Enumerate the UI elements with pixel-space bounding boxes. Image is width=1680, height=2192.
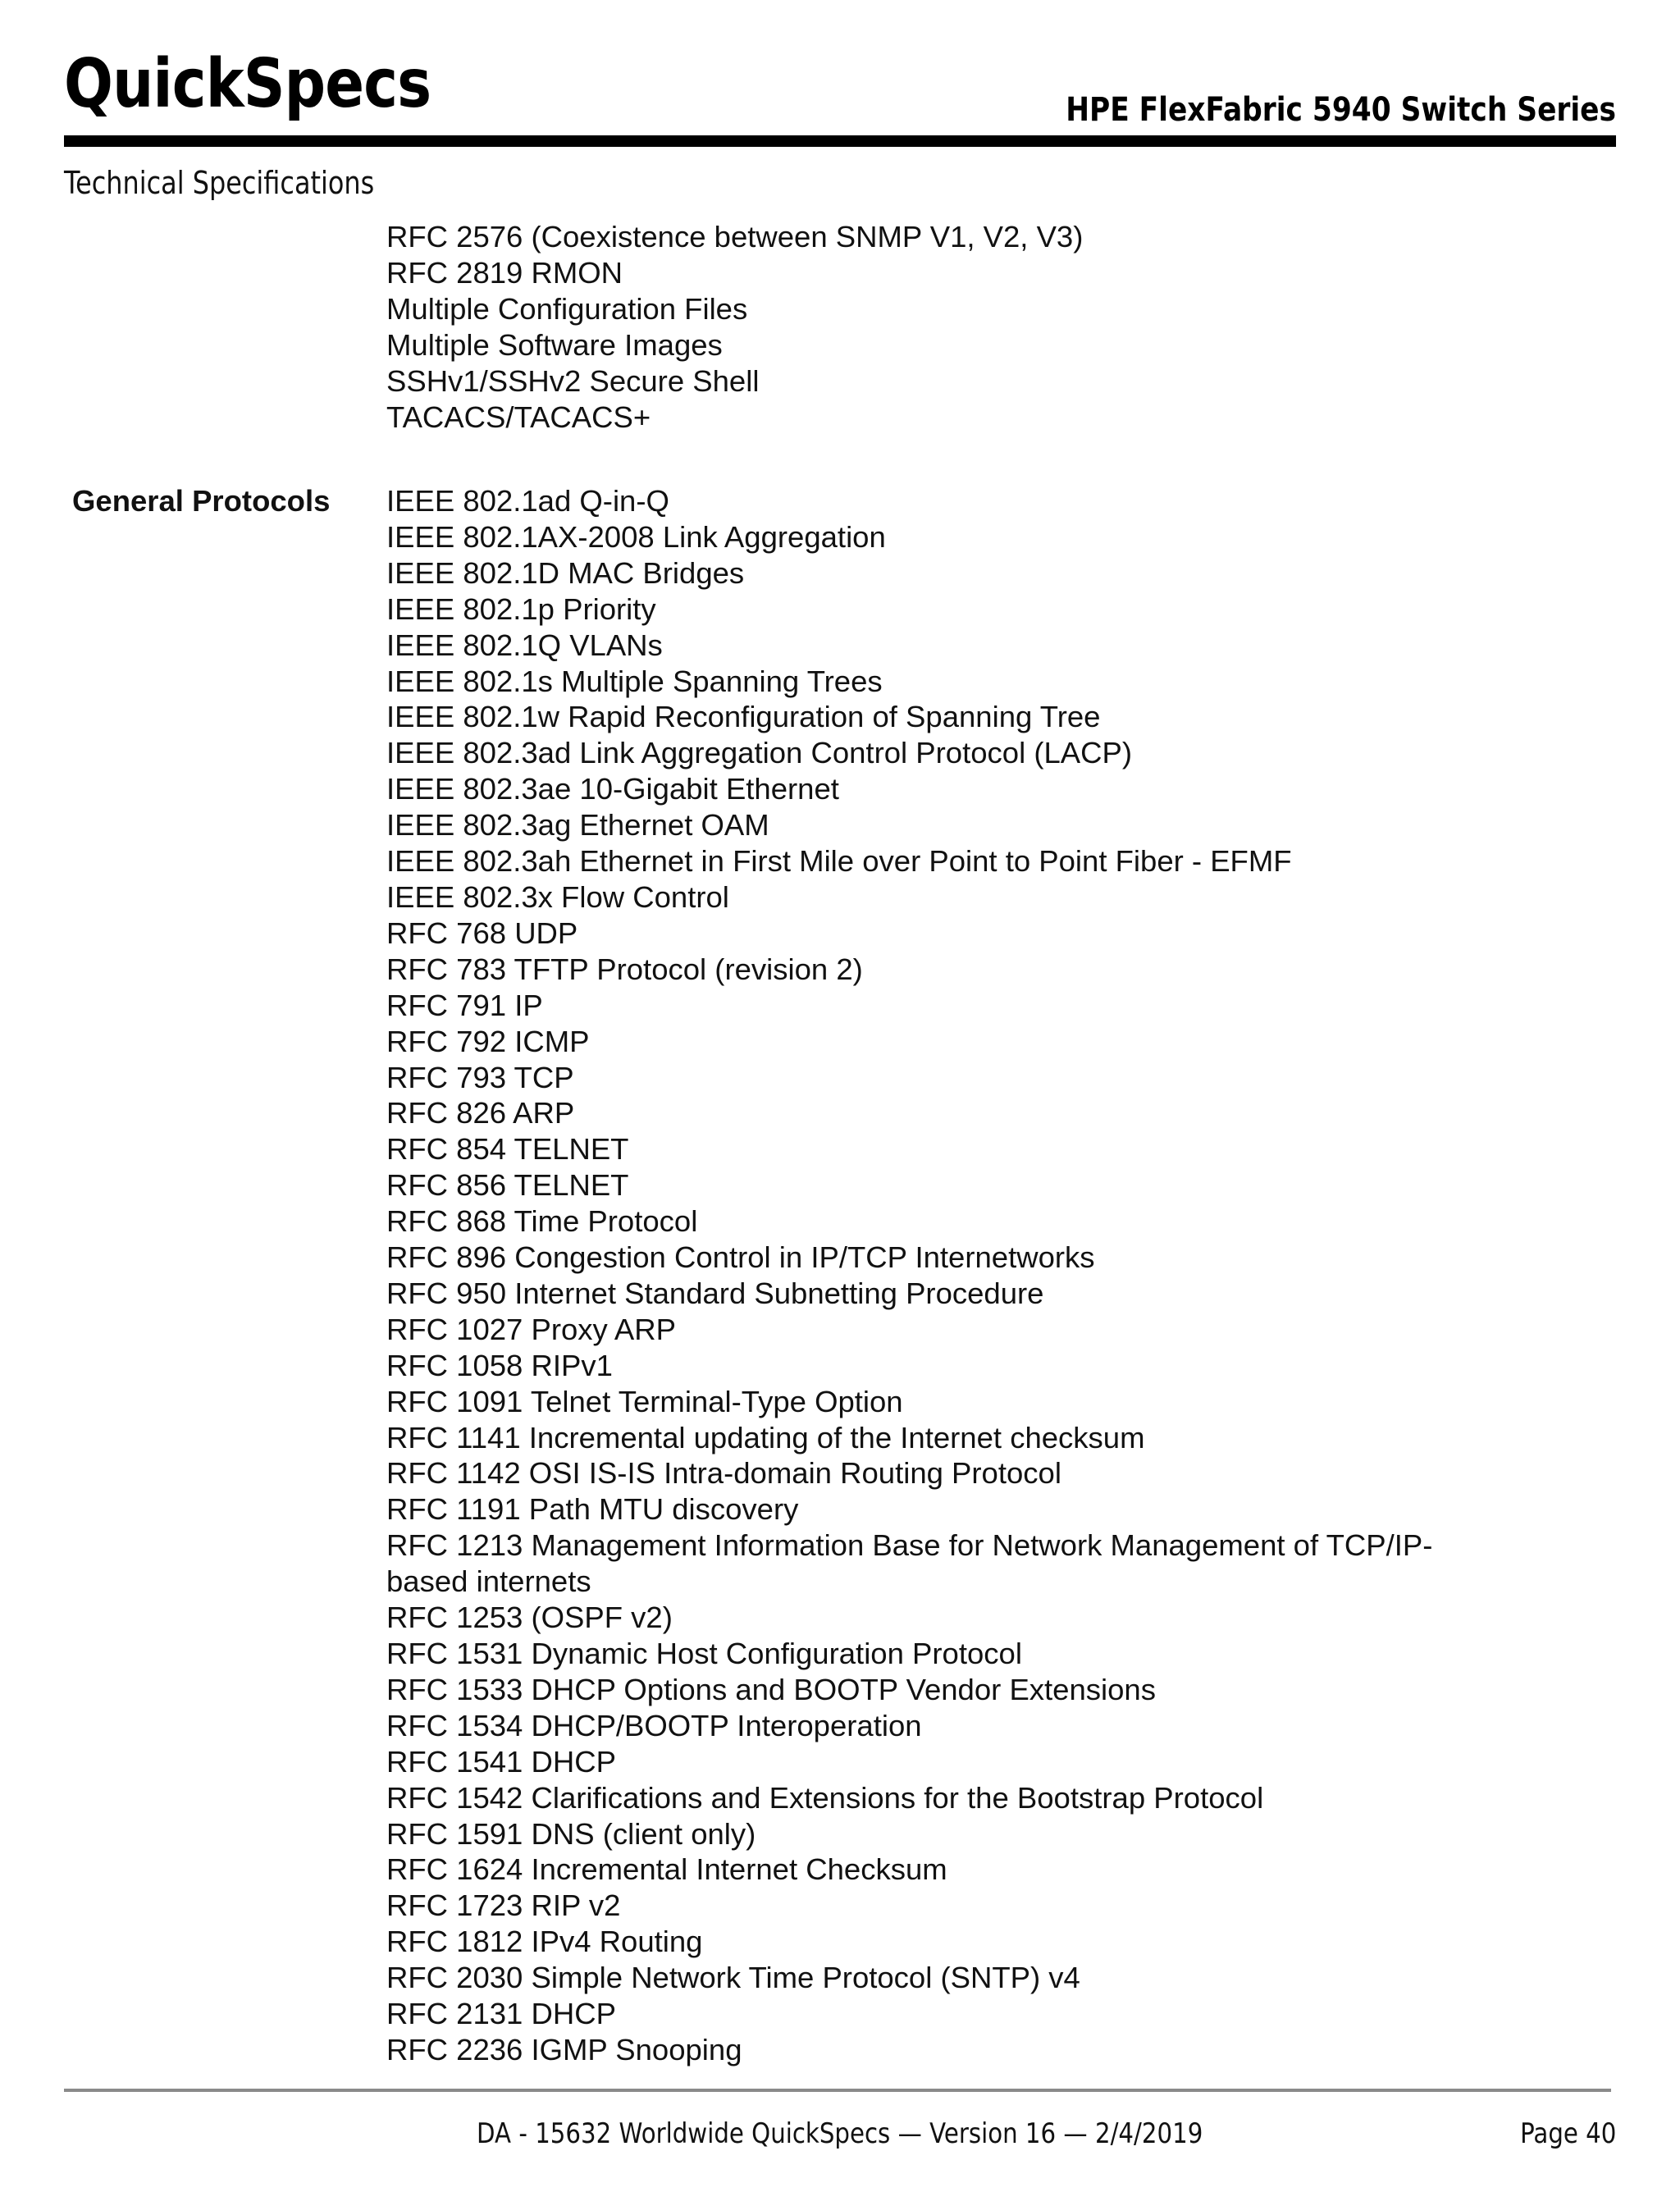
protocol-list-item: RFC 1542 Clarifications and Extensions for the Bootstrap Protocol: [386, 1780, 1264, 1815]
protocol-list-item: RFC 1027 Proxy ARP: [386, 1312, 676, 1346]
protocol-list-item: RFC 1591 DNS (client only): [386, 1816, 756, 1851]
protocol-list-item: RFC 1213 Management Information Base for Network Management of TCP/IP-: [386, 1528, 1433, 1563]
protocol-list-item: RFC 826 ARP: [386, 1096, 575, 1130]
header-divider: [64, 135, 1616, 147]
protocol-list-item: RFC 793 TCP: [386, 1060, 574, 1094]
protocol-list-item: IEEE 802.1AX-2008 Link Aggregation: [386, 519, 886, 554]
protocol-list-item: IEEE 802.1w Rapid Reconfiguration of Spanning Tree: [386, 700, 1101, 734]
protocol-list-item: IEEE 802.3ah Ethernet in First Mile over Point to Point Fiber - EFMF: [386, 844, 1292, 879]
protocol-list-item: RFC 1624 Incremental Internet Checksum: [386, 1852, 947, 1887]
protocol-list-item: RFC 1253 (OSPF v2): [386, 1601, 673, 1635]
protocol-list-item: RFC 1723 RIP v2: [386, 1888, 621, 1923]
spec-list-item: SSHv1/SSHv2 Secure Shell: [386, 363, 760, 398]
protocol-list-item: RFC 1812 IPv4 Routing: [386, 1925, 703, 1959]
protocol-list-item: IEEE 802.3x Flow Control: [386, 879, 729, 914]
protocol-list-item: RFC 1191 Path MTU discovery: [386, 1492, 799, 1527]
protocol-list-item: RFC 1531 Dynamic Host Configuration Protocol: [386, 1637, 1022, 1670]
protocol-list-item: RFC 2131 DHCP: [386, 1997, 616, 2031]
spec-list-item: Multiple Software Images: [386, 327, 723, 362]
footer-doc-info: [0, 2117, 1680, 2150]
protocol-list-item: RFC 950 Internet Standard Subnetting Procedure: [386, 1276, 1044, 1310]
footer-page-number: Page 40: [1519, 2117, 1616, 2150]
protocol-list-item: RFC 1141 Incremental updating of the Internet checksum: [386, 1420, 1145, 1454]
spec-list-item: Multiple Configuration Files: [386, 291, 748, 326]
protocol-list-item: RFC 1058 RIPv1: [386, 1348, 613, 1382]
spec-list-item: TACACS/TACACS+: [386, 400, 651, 434]
protocol-list-item: IEEE 802.1p Priority: [386, 591, 656, 626]
general-protocols-list: [386, 483, 1518, 2068]
protocol-list-item: IEEE 802.1s Multiple Spanning Trees: [386, 664, 883, 698]
general-protocols-label: General Protocols: [72, 484, 331, 518]
protocol-list-item: RFC 1142 OSI IS-IS Intra-domain Routing Protocol: [386, 1456, 1061, 1491]
protocol-list-item: RFC 791 IP: [386, 988, 543, 1022]
protocol-list-item: RFC 792 ICMP: [386, 1024, 590, 1058]
footer-doc-info-text: DA - 15632 Worldwide QuickSpecs — Version 16 — 2/4/2019: [477, 2117, 1203, 2150]
continued-spec-list: [386, 219, 1518, 435]
product-series-title: HPE FlexFabric 5940 Switch Series: [1066, 91, 1616, 129]
quickspecs-brand: QuickSpecs: [64, 45, 431, 123]
protocol-list-item: IEEE 802.3ae 10-Gigabit Ethernet: [386, 772, 839, 806]
protocol-list-item: RFC 783 TFTP Protocol (revision 2): [386, 952, 863, 986]
protocol-list-item: RFC 854 TELNET: [386, 1132, 629, 1167]
footer-divider: [64, 2089, 1611, 2092]
protocol-list-item: RFC 2030 Simple Network Time Protocol (SNTP) v4: [386, 1961, 1080, 1995]
protocol-list-item: RFC 896 Congestion Control in IP/TCP Internetworks: [386, 1240, 1095, 1275]
protocol-list-item: RFC 768 UDP: [386, 916, 578, 950]
protocol-list-item: IEEE 802.1ad Q-in-Q: [386, 484, 669, 518]
protocol-list-item: IEEE 802.3ad Link Aggregation Control Protocol (LACP): [386, 736, 1132, 770]
protocol-list-item: RFC 2236 IGMP Snooping: [386, 2032, 742, 2066]
spec-list-item: RFC 2576 (Coexistence between SNMP V1, V2, V3): [386, 220, 1084, 253]
protocol-list-item: IEEE 802.3ag Ethernet OAM: [386, 808, 769, 843]
spec-list-item: RFC 2819 RMON: [386, 255, 623, 290]
protocol-list-item: IEEE 802.1D MAC Bridges: [386, 555, 745, 590]
section-title: Technical Specifications: [64, 165, 375, 201]
protocol-list-item: RFC 856 TELNET: [386, 1168, 629, 1203]
protocol-list-item: RFC 868 Time Protocol: [386, 1204, 698, 1239]
protocol-list-item: RFC 1091 Telnet Terminal-Type Option: [386, 1384, 903, 1418]
protocol-list-item: RFC 1534 DHCP/BOOTP Interoperation: [386, 1708, 922, 1742]
protocol-list-item: RFC 1533 DHCP Options and BOOTP Vendor Extensions: [386, 1672, 1156, 1706]
protocol-list-item: based internets: [386, 1564, 591, 1599]
protocol-list-item: IEEE 802.1Q VLANs: [386, 628, 663, 662]
protocol-list-item: RFC 1541 DHCP: [386, 1744, 616, 1779]
